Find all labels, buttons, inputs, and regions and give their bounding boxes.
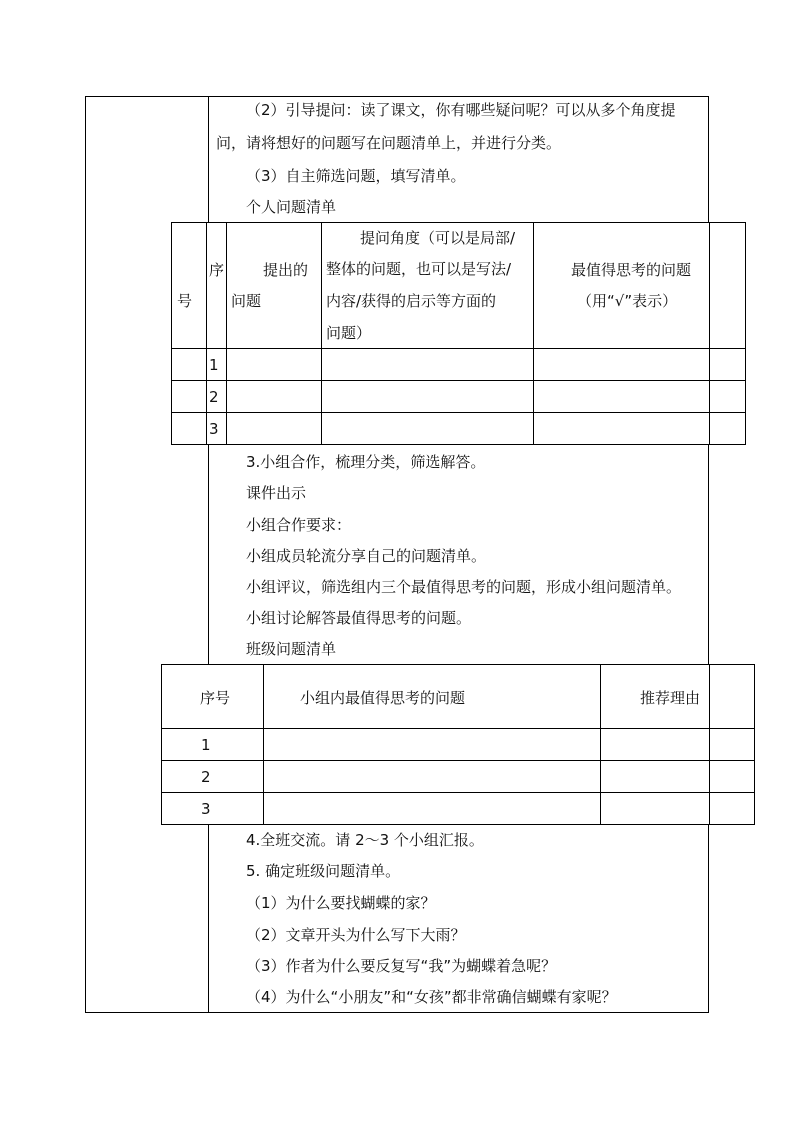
class-row-3-seq: 3 xyxy=(201,800,211,818)
personal-row-3-seq: 3 xyxy=(209,420,219,438)
class-row-1-seq: 1 xyxy=(201,736,211,754)
step-3-title: 3.小组合作，梳理分类，筛选解答。 xyxy=(246,453,486,471)
intro-line-3: （3）自主筛选问题，填写清单。 xyxy=(246,167,466,185)
question-3: （3）作者为什么要反复写“我”为蝴蝶着急呢？ xyxy=(246,957,557,975)
class-header-reason: 推荐理由 xyxy=(640,689,701,707)
group-requirements-title: 小组合作要求： xyxy=(246,516,352,534)
personal-header-angle-1: 提问角度（可以是局部/ xyxy=(360,229,516,247)
class-header-seq: 序号 xyxy=(200,689,231,707)
personal-header-angle-2: 整体的问题，也可以是写法/ xyxy=(326,260,512,278)
intro-line-1: （2）引导提问：读了课文，你有哪些疑问呢？可以从多个角度提 xyxy=(246,101,676,119)
personal-header-question-a: 提出的 xyxy=(263,261,309,279)
question-1: （1）为什么要找蝴蝶的家？ xyxy=(246,894,436,912)
intro-line-2: 问，请将想好的问题写在问题清单上，并进行分类。 xyxy=(216,134,562,152)
personal-row-2-seq: 2 xyxy=(209,388,219,406)
requirement-2: 小组评议，筛选组内三个最值得思考的问题，形成小组问题清单。 xyxy=(246,578,682,596)
personal-header-seq-b: 号 xyxy=(177,292,193,310)
class-row-2-seq: 2 xyxy=(201,768,211,786)
personal-header-angle-3: 内容/获得的启示等方面的 xyxy=(326,292,497,310)
requirement-1: 小组成员轮流分享自己的问题清单。 xyxy=(246,547,487,565)
step-4-title: 4.全班交流。请 2～3 个小组汇报。 xyxy=(246,831,484,849)
courseware-label: 课件出示 xyxy=(246,484,307,502)
personal-header-angle-4: 问题） xyxy=(326,324,372,342)
personal-header-question-b: 问题 xyxy=(231,292,262,310)
outer-top-border xyxy=(85,96,709,97)
personal-list-title: 个人问题清单 xyxy=(246,198,337,216)
personal-header-seq-a: 序 xyxy=(209,261,225,279)
outer-bottom-border xyxy=(85,1012,709,1013)
outer-left-border xyxy=(85,96,86,1013)
step-5-title: 5. 确定班级问题清单。 xyxy=(246,862,401,880)
class-list-title: 班级问题清单 xyxy=(246,640,337,658)
class-header-question: 小组内最值得思考的问题 xyxy=(300,689,466,707)
personal-header-best-2: （用“√”表示） xyxy=(577,292,678,310)
personal-row-1-seq: 1 xyxy=(209,356,219,374)
question-4: （4）为什么“小朋友”和“女孩”都非常确信蝴蝶有家呢？ xyxy=(246,988,617,1006)
personal-header-best-1: 最值得思考的问题 xyxy=(571,261,692,279)
requirement-3: 小组讨论解答最值得思考的问题。 xyxy=(246,609,472,627)
question-2: （2）文章开头为什么写下大雨？ xyxy=(246,926,466,944)
